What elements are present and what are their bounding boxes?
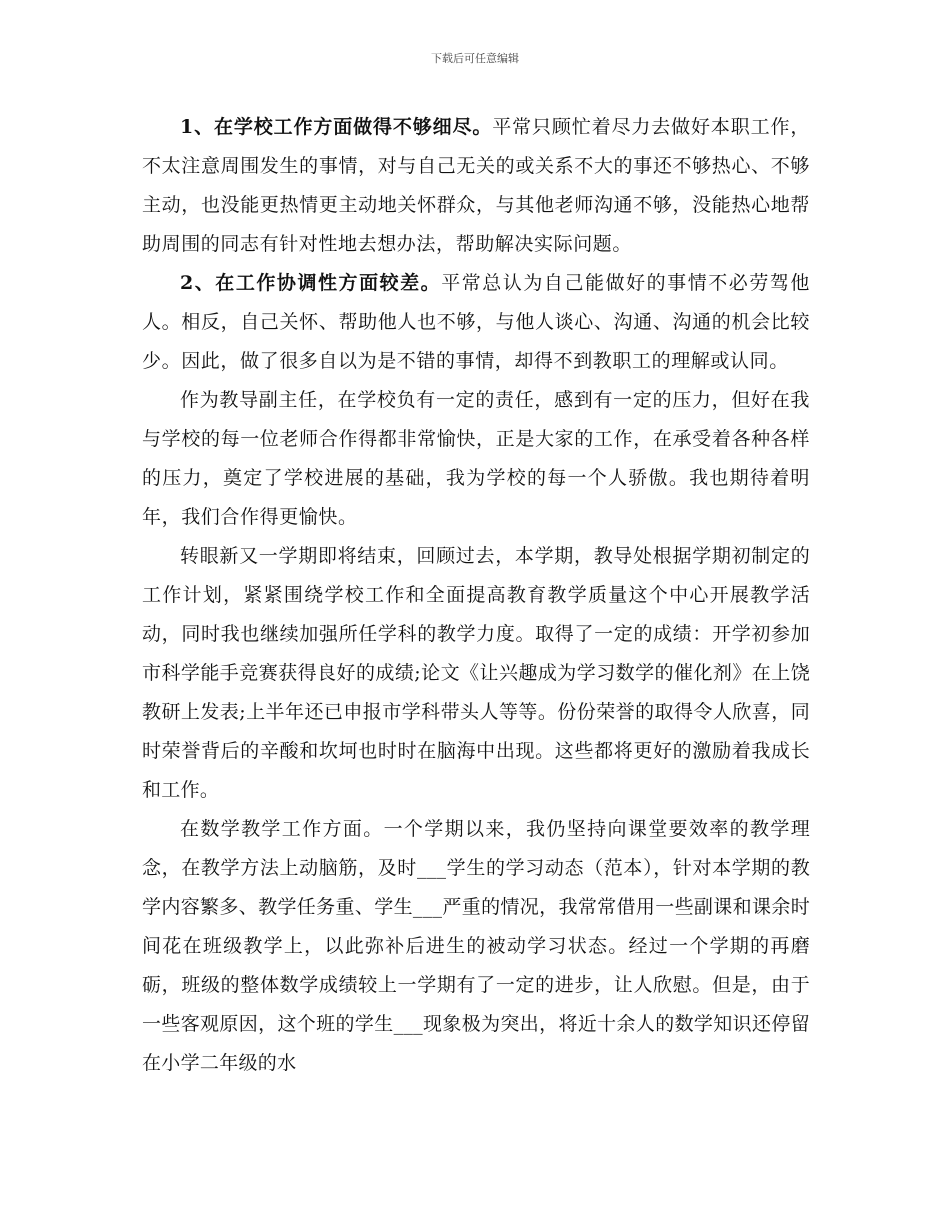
paragraph-4-text: 转眼新又一学期即将结束，回顾过去，本学期，教导处根据学期初制定的工作计划，紧紧围绕学校工作和全面提高教育教学质量这个中心开展教学活动，同时我也继续加强所任学科的教学力度。取得了一定的成绩：开学初参加市科学能手竞赛获得良好的成绩;论文《让兴趣成为学习数学的催化剂》在上饶教研上发表;上半年还已申报市学科带头人等等。份份荣誉的取得令人欣喜，同时荣誉背后的辛酸和坎坷也时时在脑海中出现。这些都将更好的激励着我成长和工作。 (142, 545, 810, 801)
paragraph-1 (142, 108, 810, 264)
paragraph-1-text: 平常只顾忙着尽力去做好本职工作，不太注意周围发生的事情，对与自己无关的或关系不大的事还不够热心、不够主动，也没能更热情更主动地关怀群众，与其他老师沟通不够，没能热心地帮助周围的同志有针对性地去想办法，帮助解决实际问题。 (142, 116, 810, 255)
page-header: 下载后可任意编辑 (431, 52, 519, 65)
paragraph-3-text: 作为教导副主任，在学校负有一定的责任，感到有一定的压力，但好在我与学校的每一位老师合作得都非常愉快，正是大家的工作，在承受着各种各样的压力，奠定了学校进展的基础，我为学校的每一个人骄傲。我也期待着明年，我们合作得更愉快。 (142, 389, 810, 528)
paragraph-2-text: 平常总认为自己能做好的事情不必劳驾他人。相反，自己关怀、帮助他人也不够，与他人谈心、沟通、沟通的机会比较少。因此，做了很多自以为是不错的事情，却得不到教职工的理解或认同。 (142, 272, 810, 372)
paragraph-5 (142, 810, 810, 1083)
paragraph-1-heading: 1、在学校工作方面做得不够细尽。 (180, 116, 493, 138)
paragraph-4 (142, 537, 810, 810)
paragraph-3 (142, 381, 810, 537)
paragraph-5-text: 在数学教学工作方面。一个学期以来，我仍坚持向课堂要效率的教学理念，在教学方法上动脑筋，及时___学生的学习动态（范本），针对本学期的教学内容繁多、教学任务重、学生___严重的情况，我常常借用一些副课和课余时间花在班级教学上，以此弥补后进生的被动学习状态。经过一个学期的再磨砺，班级的整体数学成绩较上一学期有了一定的进步，让人欣慰。但是，由于一些客观原因，这个班的学生___现象极为突出，将近十余人的数学知识还停留在小学二年级的水 (142, 818, 810, 1074)
paragraph-2 (142, 264, 810, 381)
paragraph-2-heading: 2、在工作协调性方面较差。 (180, 272, 442, 294)
document-body (142, 108, 810, 1083)
